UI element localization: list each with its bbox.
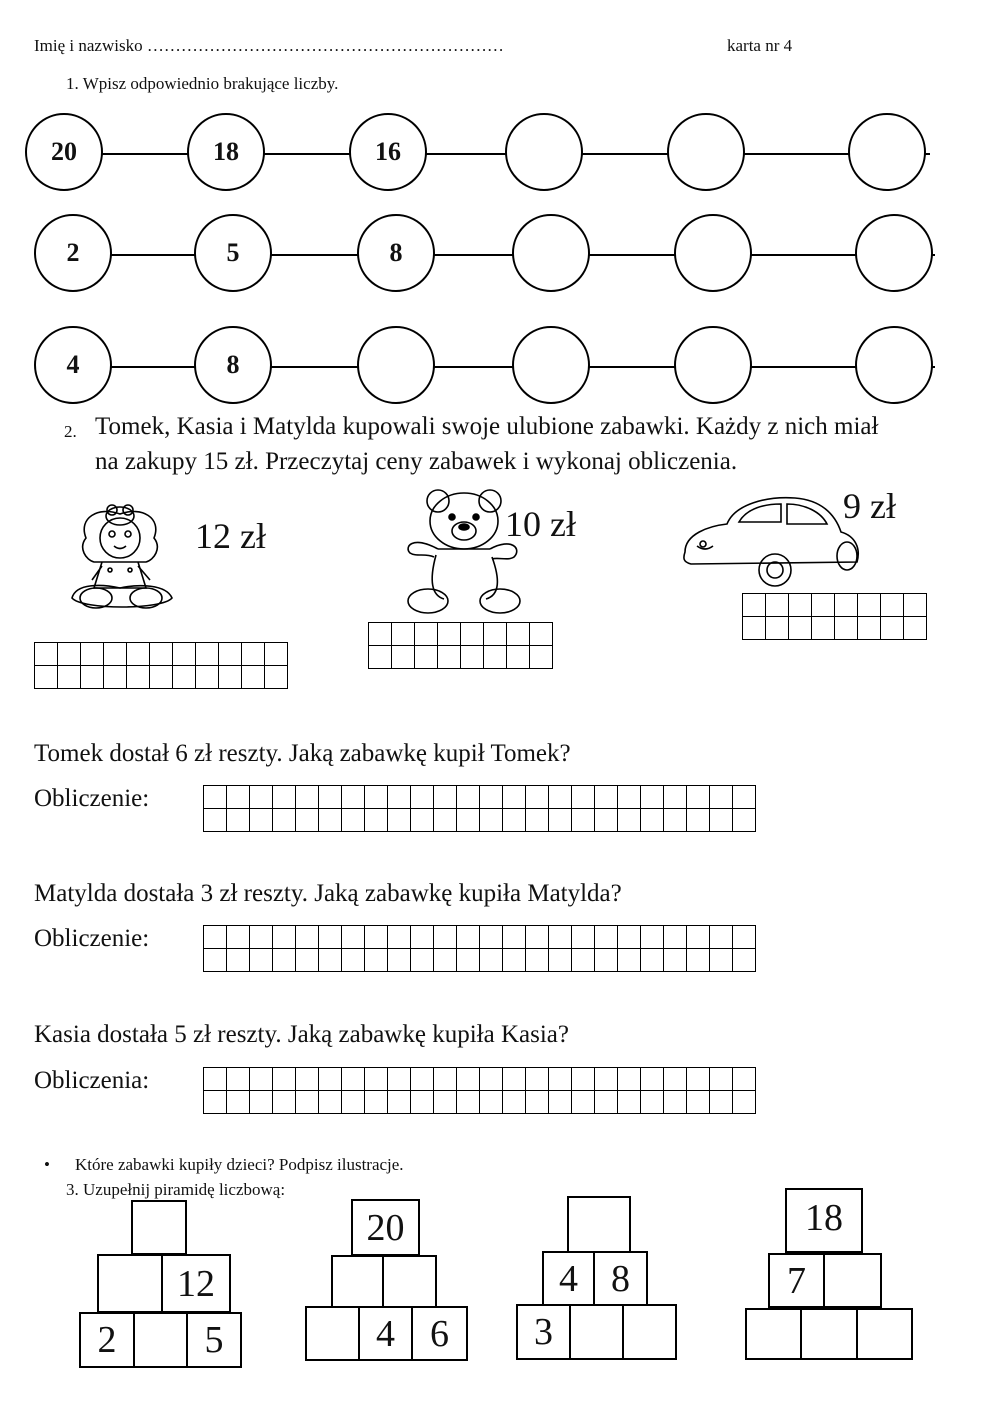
- chain-circle: 16: [349, 113, 427, 191]
- pyramid-box[interactable]: 4: [542, 1251, 595, 1306]
- pyramid-box[interactable]: [800, 1308, 858, 1360]
- question-kasia: Kasia dostała 5 zł reszty. Jaką zabawkę kupiła Kasia?: [34, 1021, 569, 1048]
- calculation-label: Obliczenia:: [34, 1067, 150, 1094]
- pyramid-box[interactable]: [569, 1304, 624, 1360]
- pyramid-box[interactable]: 12: [161, 1254, 231, 1313]
- pyramid-box[interactable]: [131, 1200, 187, 1255]
- card-number: karta nr 4: [727, 36, 793, 55]
- doll-price: 12 zł: [195, 516, 266, 556]
- chain-circle: 8: [357, 214, 435, 292]
- question-matylda: Matylda dostała 3 zł reszty. Jaką zabawkę kupiła Matylda?: [34, 880, 622, 907]
- teddy-answer-grid[interactable]: [368, 622, 553, 669]
- calculation-grid[interactable]: [203, 925, 756, 972]
- chain-circle-blank[interactable]: [667, 113, 745, 191]
- car-answer-grid[interactable]: [742, 593, 927, 640]
- pyramid-box[interactable]: 6: [411, 1306, 468, 1361]
- task2-number: 2.: [64, 422, 77, 441]
- chain-circle: 18: [187, 113, 265, 191]
- pyramid-box[interactable]: [823, 1253, 882, 1308]
- pyramid-box[interactable]: 7: [768, 1253, 825, 1308]
- chain-circle-blank[interactable]: [855, 214, 933, 292]
- chain-circle-blank[interactable]: [357, 326, 435, 404]
- bullet-text: Które zabawki kupiły dzieci? Podpisz ilustracje.: [75, 1155, 404, 1174]
- teddy-price: 10 zł: [505, 504, 576, 544]
- pyramid-box[interactable]: [133, 1312, 188, 1368]
- task2-line1: Tomek, Kasia i Matylda kupowali swoje ulubione zabawki. Każdy z nich miał: [95, 413, 879, 440]
- calculation-grid[interactable]: [203, 785, 756, 832]
- pyramid-box[interactable]: 4: [358, 1306, 413, 1361]
- chain-circle: 2: [34, 214, 112, 292]
- chain-circle-blank[interactable]: [512, 214, 590, 292]
- calculation-label: Obliczenie:: [34, 925, 150, 952]
- chain-circle-blank[interactable]: [855, 326, 933, 404]
- pyramid-box[interactable]: 3: [516, 1304, 571, 1360]
- pyramid-box[interactable]: [856, 1308, 913, 1360]
- pyramid-box[interactable]: 5: [186, 1312, 242, 1368]
- task3-instruction: 3. Uzupełnij piramidę liczbową:: [66, 1180, 286, 1199]
- pyramid-box[interactable]: [567, 1196, 631, 1253]
- pyramid-box[interactable]: [305, 1306, 360, 1361]
- pyramid-box[interactable]: [745, 1308, 802, 1360]
- pyramid-box[interactable]: [622, 1304, 677, 1360]
- chain-circle-blank[interactable]: [512, 326, 590, 404]
- pyramid-box[interactable]: 20: [351, 1199, 420, 1256]
- doll-answer-grid[interactable]: [34, 642, 288, 689]
- name-label: Imię i nazwisko ………………………………………………………: [34, 36, 504, 55]
- pyramid-box[interactable]: [382, 1255, 437, 1308]
- chain-circle-blank[interactable]: [505, 113, 583, 191]
- chain-circle: 8: [194, 326, 272, 404]
- car-price: 9 zł: [843, 486, 896, 526]
- calculation-grid[interactable]: [203, 1067, 756, 1114]
- question-tomek: Tomek dostał 6 zł reszty. Jaką zabawkę kupił Tomek?: [34, 740, 571, 767]
- chain-circle-blank[interactable]: [674, 326, 752, 404]
- chain-circle: 4: [34, 326, 112, 404]
- chain-circle: 20: [25, 113, 103, 191]
- chain-circle-blank[interactable]: [848, 113, 926, 191]
- chain-circle: 5: [194, 214, 272, 292]
- chain-circle-blank[interactable]: [674, 214, 752, 292]
- task2-line2: na zakupy 15 zł. Przeczytaj ceny zabawek i wykonaj obliczenia.: [95, 448, 738, 475]
- pyramid-box[interactable]: [331, 1255, 384, 1308]
- pyramid-box[interactable]: [97, 1254, 163, 1313]
- doll-illustration: [62, 488, 182, 613]
- calculation-label: Obliczenie:: [34, 785, 150, 812]
- pyramid-box[interactable]: 8: [593, 1251, 648, 1306]
- task1-instruction: 1. Wpisz odpowiednio brakujące liczby.: [66, 74, 339, 93]
- pyramid-box[interactable]: 2: [79, 1312, 135, 1368]
- bullet-icon: •: [44, 1155, 50, 1174]
- pyramid-box[interactable]: 18: [785, 1188, 863, 1253]
- car-illustration: [675, 490, 865, 590]
